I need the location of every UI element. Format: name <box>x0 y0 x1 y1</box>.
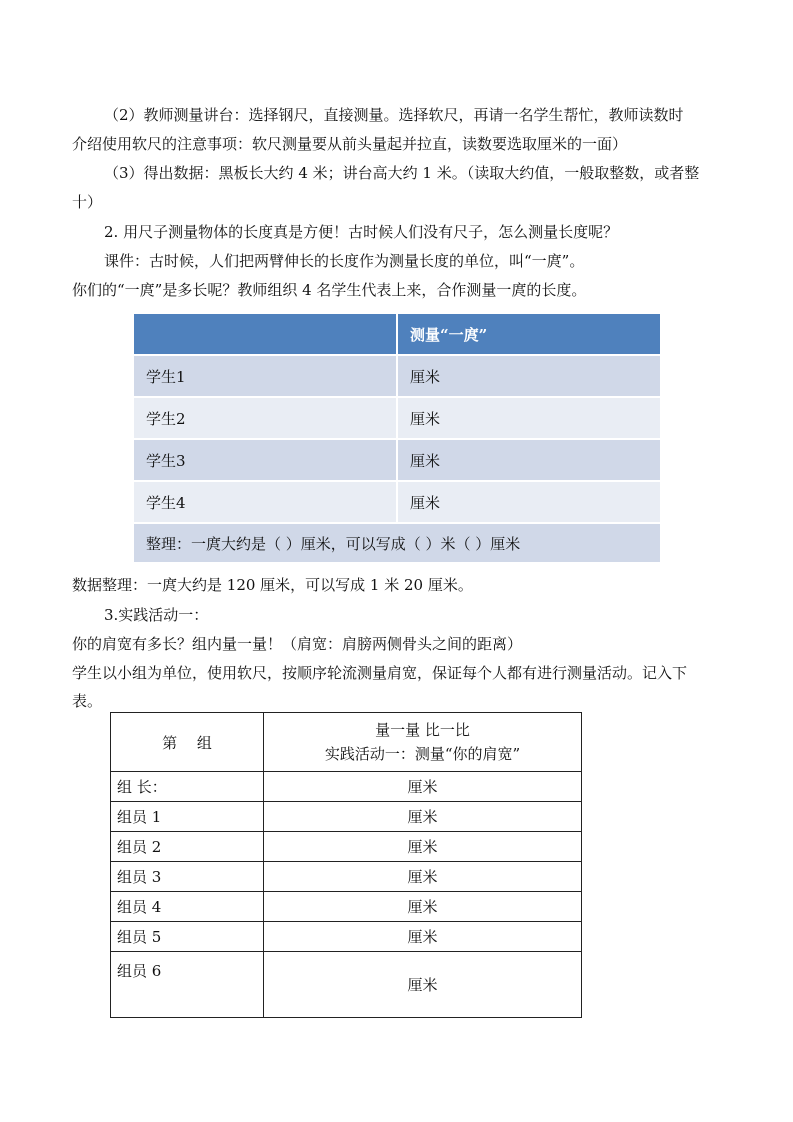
student-name: 学生2 <box>134 397 397 439</box>
table2-header-subtitle: 实践活动一：测量“你的肩宽” <box>324 745 521 763</box>
paragraph-data-line2: 十） <box>72 193 103 211</box>
table-row <box>134 355 660 397</box>
member-name: 组员 3 <box>111 862 264 892</box>
paragraph-instructions-line1: 学生以小组为单位，使用软尺，按顺序轮流测量肩宽，保证每个人都有进行测量活动。记入下 <box>72 664 688 682</box>
table2-header-activity <box>264 713 582 772</box>
tuo-measure-table <box>134 312 660 562</box>
table2-header-group: 第 组 <box>111 713 264 772</box>
paragraph-students-measure: 你们的“一庹”是多长呢？教师组织 4 名学生代表上来，合作测量一庹的长度。 <box>72 281 587 299</box>
paragraph-data-line1: （3）得出数据：黑板长大约 4 米；讲台高大约 1 米。（读取大约值，一般取整数，或者整 <box>104 164 700 182</box>
paragraph-courseware: 课件：古时候，人们把两臂伸长的长度作为测量长度的单位，叫“一庹”。 <box>104 252 585 270</box>
measure-cell: 厘米 <box>264 952 582 1018</box>
table-row <box>111 922 582 952</box>
table-row <box>111 862 582 892</box>
table-row <box>134 481 660 523</box>
student-name: 学生3 <box>134 439 397 481</box>
member-name: 组员 6 <box>111 952 264 1018</box>
table1-header-measure: 测量“一庹” <box>397 313 660 355</box>
table-row <box>111 952 582 1018</box>
measure-cell: 厘米 <box>397 439 660 481</box>
table1-summary: 整理：一庹大约是（ ）厘米，可以写成（ ）米（ ）厘米 <box>134 523 660 562</box>
student-name: 学生4 <box>134 481 397 523</box>
paragraph-question: 2. 用尺子测量物体的长度真是方便！古时候人们没有尺子，怎么测量长度呢？ <box>104 223 619 241</box>
student-name: 学生1 <box>134 355 397 397</box>
paragraph-teacher-measure-line2: 介绍使用软尺的注意事项：软尺测量要从前头量起并拉直，读数要选取厘米的一面） <box>72 135 628 153</box>
table1-header-empty <box>134 313 397 355</box>
paragraph-teacher-measure-line1: （2）教师测量讲台：选择钢尺，直接测量。选择软尺，再请一名学生帮忙，教师读数时 <box>104 106 684 124</box>
measure-cell: 厘米 <box>264 802 582 832</box>
table-row <box>134 397 660 439</box>
measure-cell: 厘米 <box>264 892 582 922</box>
member-name: 组员 1 <box>111 802 264 832</box>
table-row <box>111 772 582 802</box>
paragraph-data-summary: 数据整理：一庹大约是 120 厘米，可以写成 1 米 20 厘米。 <box>72 576 473 594</box>
table-row <box>111 892 582 922</box>
table-row <box>111 832 582 862</box>
shoulder-width-table <box>110 712 582 1018</box>
member-name: 组 长： <box>111 772 264 802</box>
paragraph-shoulder-question: 你的肩宽有多长？组内量一量！（肩宽：肩膀两侧骨头之间的距离） <box>72 635 523 653</box>
table-row <box>111 802 582 832</box>
member-name: 组员 4 <box>111 892 264 922</box>
measure-cell: 厘米 <box>264 832 582 862</box>
measure-cell: 厘米 <box>397 397 660 439</box>
paragraph-instructions-line2: 表。 <box>72 692 103 710</box>
measure-cell: 厘米 <box>264 772 582 802</box>
member-name: 组员 5 <box>111 922 264 952</box>
paragraph-activity-title: 3.实践活动一： <box>104 606 209 624</box>
table-row <box>134 439 660 481</box>
member-name: 组员 2 <box>111 832 264 862</box>
measure-cell: 厘米 <box>264 862 582 892</box>
measure-cell: 厘米 <box>397 355 660 397</box>
table2-header-title: 量一量 比一比 <box>375 721 470 739</box>
measure-cell: 厘米 <box>264 922 582 952</box>
measure-cell: 厘米 <box>397 481 660 523</box>
